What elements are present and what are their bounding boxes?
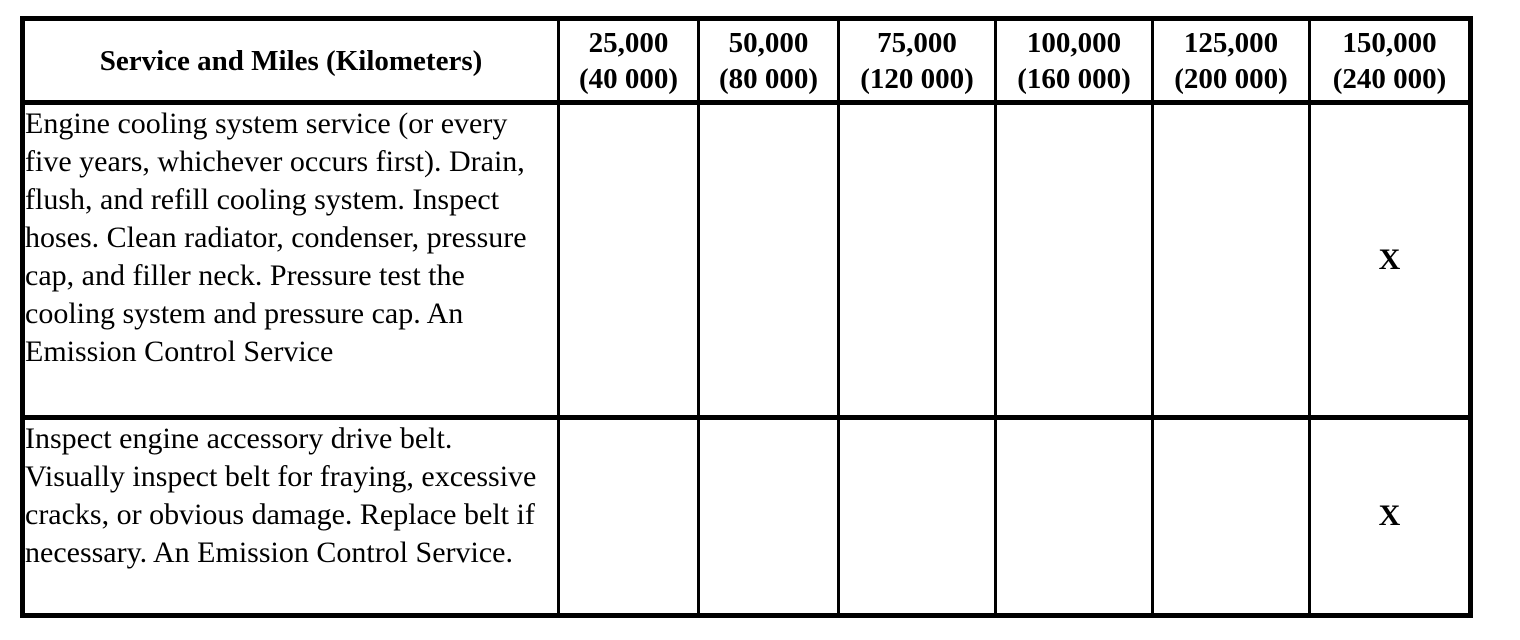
table-row xyxy=(23,103,1471,418)
interval-km: (80 000) xyxy=(718,62,819,95)
interval-header-125000 xyxy=(1153,19,1310,103)
interval-mark-cell xyxy=(559,103,699,418)
interval-miles: 125,000 xyxy=(1183,26,1279,59)
interval-mark-cell xyxy=(839,417,996,615)
table-header-row xyxy=(23,19,1471,103)
interval-miles: 150,000 xyxy=(1342,26,1437,59)
interval-miles: 50,000 xyxy=(728,26,809,59)
interval-km: (200 000) xyxy=(1174,62,1288,95)
interval-mark-cell: X xyxy=(1310,103,1471,418)
interval-header-100000 xyxy=(996,19,1153,103)
interval-mark-cell xyxy=(559,417,699,615)
interval-miles: 75,000 xyxy=(877,26,957,59)
interval-mark-cell xyxy=(839,103,996,418)
interval-header-25000 xyxy=(559,19,699,103)
interval-mark-cell: X xyxy=(1310,417,1471,615)
service-description: Inspect engine accessory drive belt. Visually inspect belt for fraying, excessive cracks, or obvious damage. Replace belt if necessary. An Emission Control Service. xyxy=(23,417,559,615)
interval-km: (40 000) xyxy=(578,62,679,95)
interval-header-150000 xyxy=(1310,19,1471,103)
interval-miles: 100,000 xyxy=(1026,26,1122,59)
interval-mark-cell xyxy=(699,417,839,615)
interval-mark-cell xyxy=(1153,103,1310,418)
service-column-header: Service and Miles (Kilometers) xyxy=(23,19,559,103)
interval-mark-cell xyxy=(996,417,1153,615)
maintenance-schedule-table xyxy=(20,16,1473,618)
interval-mark-cell xyxy=(996,103,1153,418)
interval-km: (240 000) xyxy=(1332,62,1447,95)
interval-mark-cell xyxy=(699,103,839,418)
interval-km: (160 000) xyxy=(1017,62,1131,95)
interval-mark-cell xyxy=(1153,417,1310,615)
table-row xyxy=(23,417,1471,615)
service-description: Engine cooling system service (or every five years, whichever occurs first). Drain, flush, and refill cooling system. Inspect hoses. Clean radiator, condenser, pressure cap, and filler neck. Pressure test the cooling system and pressure cap. An Emission Control Service xyxy=(23,103,559,418)
interval-miles: 25,000 xyxy=(588,26,669,59)
interval-header-50000 xyxy=(699,19,839,103)
interval-km: (120 000) xyxy=(860,62,974,95)
interval-header-75000 xyxy=(839,19,996,103)
